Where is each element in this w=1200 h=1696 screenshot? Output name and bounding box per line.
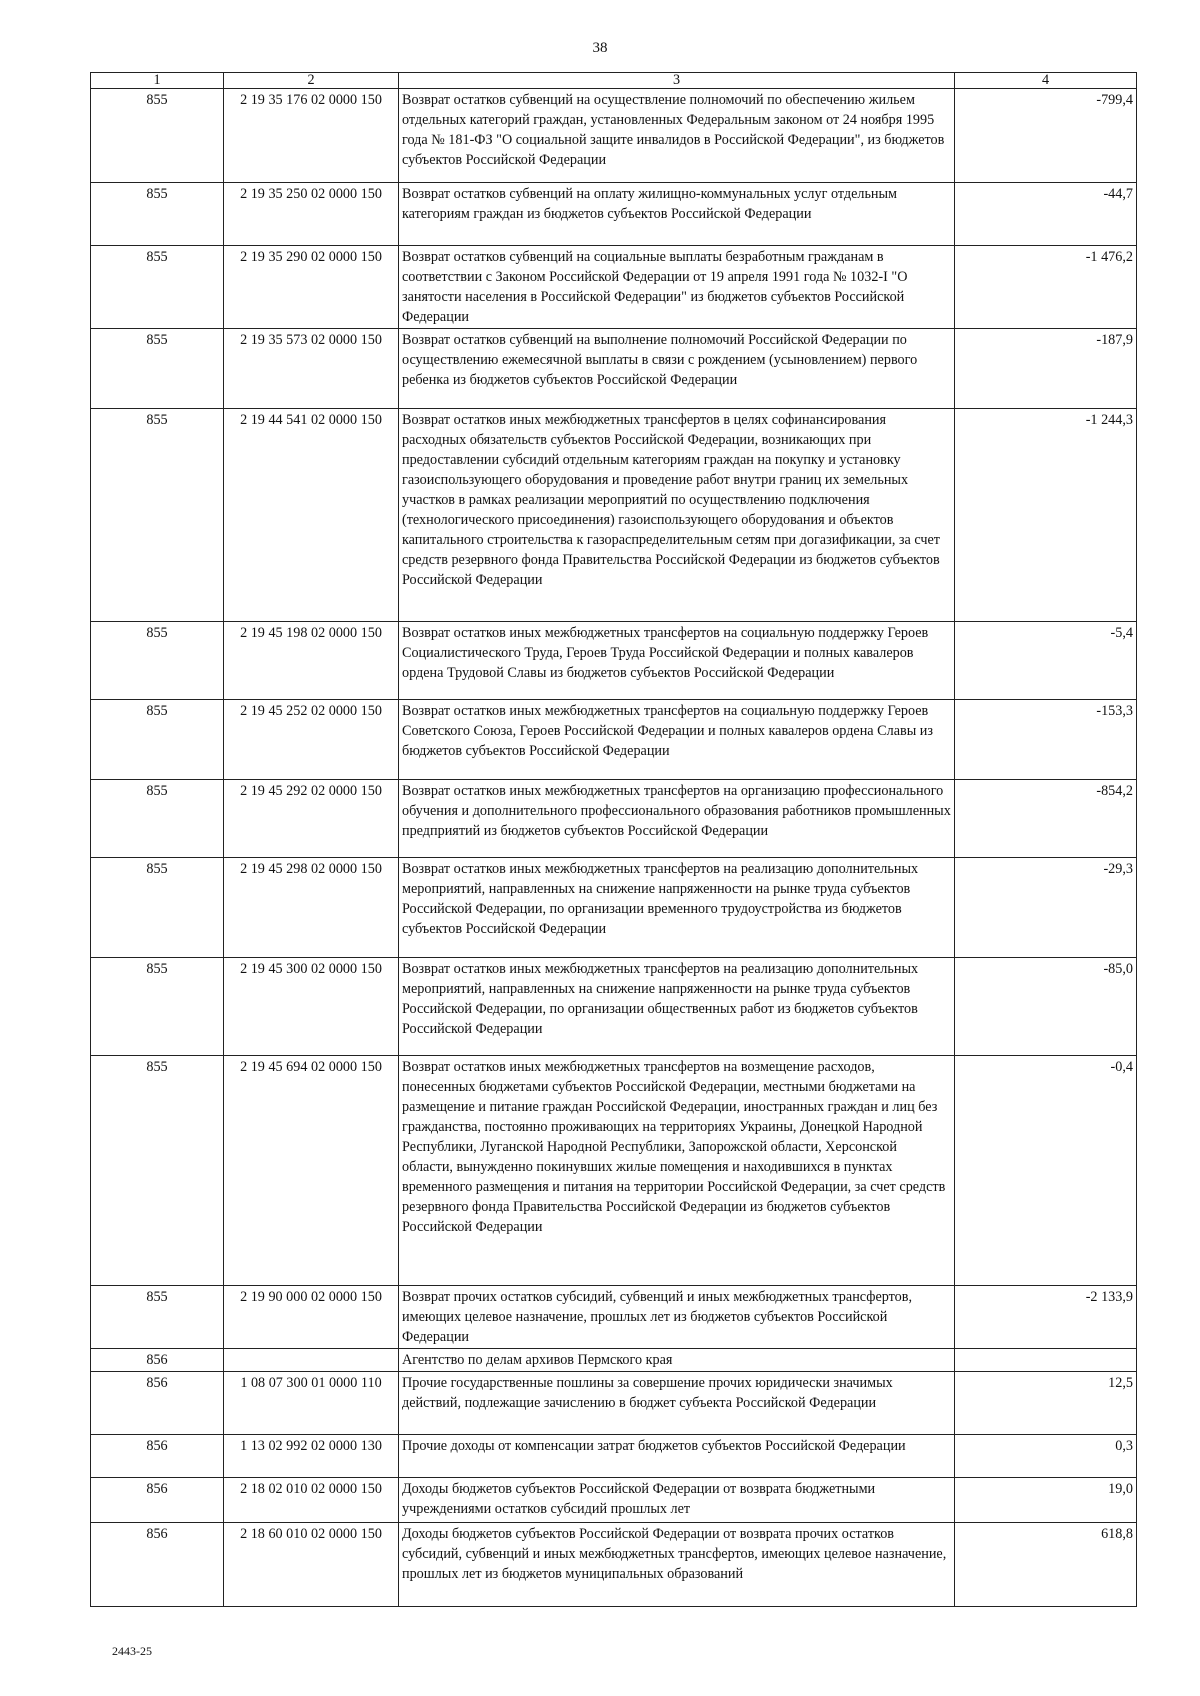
budget-code-cell: 2 19 35 290 02 0000 150 xyxy=(224,246,399,329)
amount-cell: 19,0 xyxy=(955,1478,1137,1523)
amount-cell: -5,4 xyxy=(955,622,1137,700)
description-cell: Возврат остатков иных межбюджетных трансфертов на реализацию дополнительных мероприятий, направленных на снижение напряженности на рынке труда субъектов Российской Федерации, по организации временного трудоустройства из бюджетов субъектов Российской Федерации xyxy=(399,858,955,958)
amount-cell: -854,2 xyxy=(955,780,1137,858)
amount-cell: -44,7 xyxy=(955,183,1137,246)
table-row xyxy=(91,1435,1137,1478)
admin-code-cell: 855 xyxy=(91,89,224,183)
table-row xyxy=(91,958,1137,1056)
admin-code-cell: 855 xyxy=(91,183,224,246)
description-cell: Прочие доходы от компенсации затрат бюджетов субъектов Российской Федерации xyxy=(399,1435,955,1478)
table-row xyxy=(91,622,1137,700)
header-col-3: 3 xyxy=(399,73,955,89)
table-header-row xyxy=(91,73,1137,89)
budget-code-cell: 2 19 45 298 02 0000 150 xyxy=(224,858,399,958)
admin-code-cell: 855 xyxy=(91,622,224,700)
budget-code-cell: 2 19 90 000 02 0000 150 xyxy=(224,1286,399,1349)
amount-cell xyxy=(955,1349,1137,1372)
amount-cell: -85,0 xyxy=(955,958,1137,1056)
revenue-table xyxy=(90,72,1137,1607)
description-cell: Возврат остатков субвенций на осуществление полномочий по обеспечению жильем отдельных категорий граждан, установленных Федеральным законом от 24 ноября 1995 года № 181-ФЗ "О социальной защите инвалидов в Российской Федерации", из бюджетов субъектов Российской Федерации xyxy=(399,89,955,183)
description-cell: Возврат остатков иных межбюджетных трансфертов на возмещение расходов, понесенных бюджетами субъектов Российской Федерации, местными бюджетами на размещение и питание граждан Российской Федерации, иностранных граждан и лиц без гражданства, постоянно проживающих на территориях Украины, Донецкой Народной Республики, Луганской Народной Республики, Запорожской области, Херсонской области, вынужденно покинувших жилые помещения и находившихся в пунктах временного размещения и питания на территории Российской Федерации, за счет средств резервного фонда Правительства Российской Федерации из бюджетов субъектов Российской Федерации xyxy=(399,1056,955,1286)
budget-code-cell: 2 19 45 252 02 0000 150 xyxy=(224,700,399,780)
amount-cell: -153,3 xyxy=(955,700,1137,780)
budget-code-cell: 1 08 07 300 01 0000 110 xyxy=(224,1372,399,1435)
description-cell: Доходы бюджетов субъектов Российской Федерации от возврата бюджетными учреждениями остатков субсидий прошлых лет xyxy=(399,1478,955,1523)
amount-cell: -2 133,9 xyxy=(955,1286,1137,1349)
description-cell: Возврат остатков иных межбюджетных трансфертов на организацию профессионального обучения и дополнительного профессионального образования работников промышленных предприятий из бюджетов субъектов Российской Федерации xyxy=(399,780,955,858)
document-code: 2443-25 xyxy=(112,1644,152,1658)
budget-code-cell: 2 19 35 573 02 0000 150 xyxy=(224,329,399,409)
description-cell: Возврат остатков субвенций на выполнение полномочий Российской Федерации по осуществлению ежемесячной выплаты в связи с рождением (усыновлением) первого ребенка из бюджетов субъектов Российской Федерации xyxy=(399,329,955,409)
table-row xyxy=(91,1523,1137,1607)
admin-code-cell: 855 xyxy=(91,409,224,622)
admin-code-cell: 855 xyxy=(91,1286,224,1349)
table-row xyxy=(91,89,1137,183)
description-cell: Возврат остатков субвенций на социальные выплаты безработным гражданам в соответствии с Законом Российской Федерации от 19 апреля 1991 года № 1032-I "О занятости населения в Российской Федерации" из бюджетов субъектов Российской Федерации xyxy=(399,246,955,329)
description-cell: Возврат остатков иных межбюджетных трансфертов в целях софинансирования расходных обязательств субъектов Российской Федерации, возникающих при предоставлении субсидий отдельным категориям граждан на покупку и установку газоиспользующего оборудования и проведение работ внутри границ их земельных участков в рамках реализации мероприятий по осуществлению подключения (технологического присоединения) газоиспользующего оборудования и объектов капитального строительства к газораспределительным сетям при догазификации, за счет средств резервного фонда Правительства Российской Федерации из бюджетов субъектов Российской Федерации xyxy=(399,409,955,622)
description-cell: Возврат остатков субвенций на оплату жилищно-коммунальных услуг отдельным категориям граждан из бюджетов субъектов Российской Федерации xyxy=(399,183,955,246)
table-row xyxy=(91,246,1137,329)
admin-code-cell: 856 xyxy=(91,1478,224,1523)
admin-code-cell: 856 xyxy=(91,1372,224,1435)
admin-code-cell: 855 xyxy=(91,958,224,1056)
description-cell: Возврат остатков иных межбюджетных трансфертов на реализацию дополнительных мероприятий, направленных на снижение напряженности на рынке труда субъектов Российской Федерации, по организации общественных работ из бюджетов субъектов Российской Федерации xyxy=(399,958,955,1056)
amount-cell: 12,5 xyxy=(955,1372,1137,1435)
admin-code-cell: 856 xyxy=(91,1349,224,1372)
budget-code-cell: 2 19 45 300 02 0000 150 xyxy=(224,958,399,1056)
header-col-2: 2 xyxy=(224,73,399,89)
amount-cell: 618,8 xyxy=(955,1523,1137,1607)
budget-code-cell: 1 13 02 992 02 0000 130 xyxy=(224,1435,399,1478)
description-cell: Прочие государственные пошлины за совершение прочих юридически значимых действий, подлежащие зачислению в бюджет субъекта Российской Федерации xyxy=(399,1372,955,1435)
budget-code-cell xyxy=(224,1349,399,1372)
description-cell: Возврат прочих остатков субсидий, субвенций и иных межбюджетных трансфертов, имеющих целевое назначение, прошлых лет из бюджетов субъектов Российской Федерации xyxy=(399,1286,955,1349)
description-cell: Возврат остатков иных межбюджетных трансфертов на социальную поддержку Героев Советского Союза, Героев Российской Федерации и полных кавалеров ордена Славы из бюджетов субъектов Российской Федерации xyxy=(399,700,955,780)
admin-code-cell: 856 xyxy=(91,1523,224,1607)
admin-code-cell: 855 xyxy=(91,329,224,409)
budget-code-cell: 2 18 60 010 02 0000 150 xyxy=(224,1523,399,1607)
amount-cell: -0,4 xyxy=(955,1056,1137,1286)
admin-code-cell: 856 xyxy=(91,1435,224,1478)
budget-code-cell: 2 19 45 292 02 0000 150 xyxy=(224,780,399,858)
amount-cell: -1 476,2 xyxy=(955,246,1137,329)
budget-code-cell: 2 19 35 176 02 0000 150 xyxy=(224,89,399,183)
admin-code-cell: 855 xyxy=(91,780,224,858)
description-cell: Возврат остатков иных межбюджетных трансфертов на социальную поддержку Героев Социалистического Труда, Героев Труда Российской Федерации и полных кавалеров ордена Трудовой Славы из бюджетов субъектов Российской Федерации xyxy=(399,622,955,700)
table-row xyxy=(91,1372,1137,1435)
agency-name-cell: Агентство по делам архивов Пермского края xyxy=(399,1349,955,1372)
budget-code-cell: 2 19 44 541 02 0000 150 xyxy=(224,409,399,622)
budget-code-cell: 2 19 45 694 02 0000 150 xyxy=(224,1056,399,1286)
amount-cell: -799,4 xyxy=(955,89,1137,183)
table-row xyxy=(91,409,1137,622)
table-row xyxy=(91,700,1137,780)
admin-code-cell: 855 xyxy=(91,858,224,958)
budget-code-cell: 2 19 35 250 02 0000 150 xyxy=(224,183,399,246)
amount-cell: -1 244,3 xyxy=(955,409,1137,622)
admin-code-cell: 855 xyxy=(91,246,224,329)
header-col-1: 1 xyxy=(91,73,224,89)
admin-code-cell: 855 xyxy=(91,700,224,780)
budget-code-cell: 2 19 45 198 02 0000 150 xyxy=(224,622,399,700)
table-row xyxy=(91,1056,1137,1286)
table-row xyxy=(91,858,1137,958)
amount-cell: -29,3 xyxy=(955,858,1137,958)
table-row xyxy=(91,1286,1137,1349)
description-cell: Доходы бюджетов субъектов Российской Федерации от возврата прочих остатков субсидий, субвенций и иных межбюджетных трансфертов, имеющих целевое назначение, прошлых лет из бюджетов муниципальных образований xyxy=(399,1523,955,1607)
header-col-4: 4 xyxy=(955,73,1137,89)
budget-code-cell: 2 18 02 010 02 0000 150 xyxy=(224,1478,399,1523)
page-number: 38 xyxy=(592,40,608,56)
table-row xyxy=(91,780,1137,858)
admin-code-cell: 855 xyxy=(91,1056,224,1286)
section-header-row xyxy=(91,1349,1137,1372)
table-row xyxy=(91,1478,1137,1523)
table-row xyxy=(91,183,1137,246)
table-row xyxy=(91,329,1137,409)
amount-cell: -187,9 xyxy=(955,329,1137,409)
amount-cell: 0,3 xyxy=(955,1435,1137,1478)
